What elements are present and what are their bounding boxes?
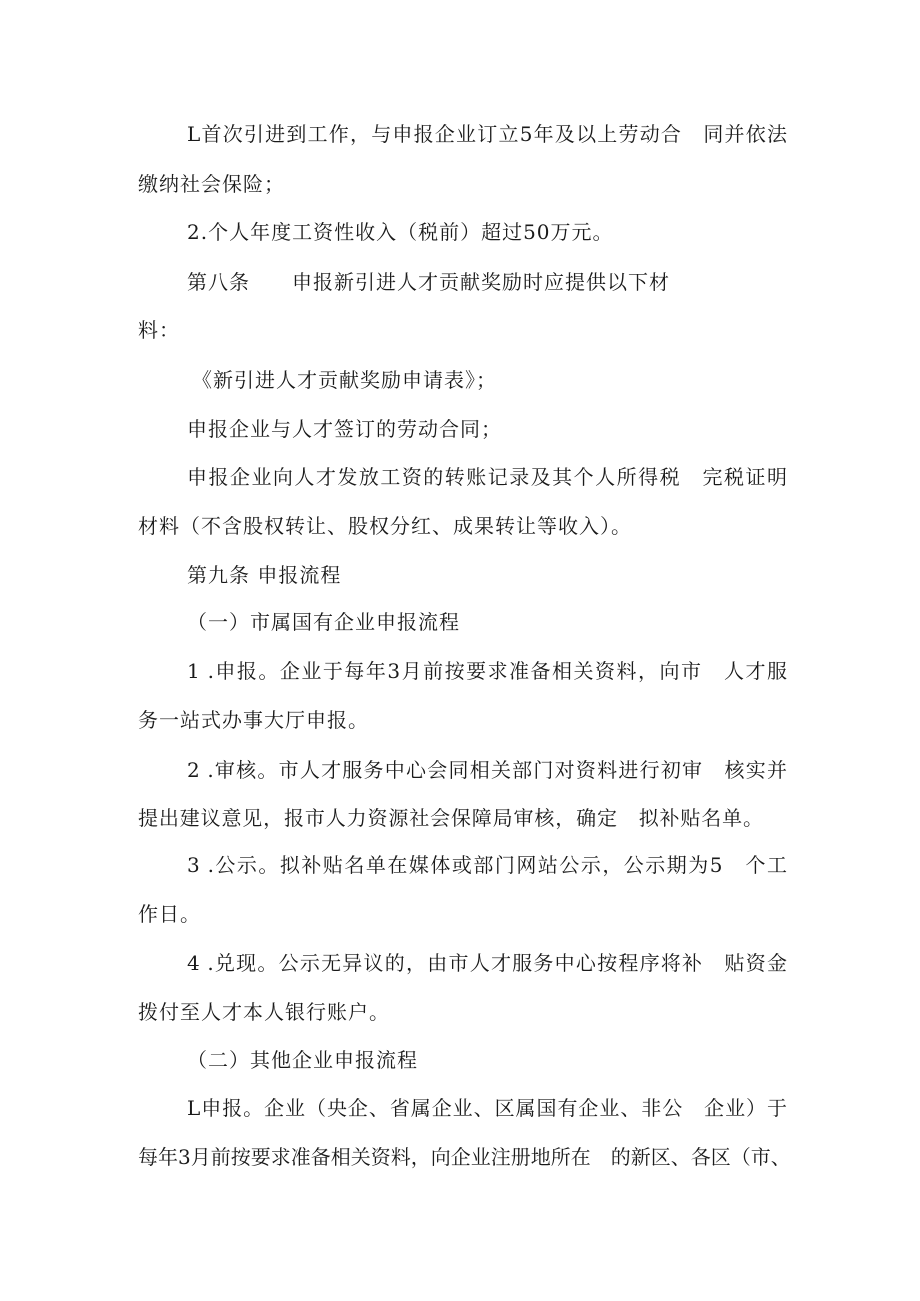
text-line: 《新引进人才贡献奖励申请表》； — [192, 368, 497, 392]
text-line: 申报企业向人才发放工资的转账记录及其个人所得税 完税证明 — [187, 465, 787, 489]
text-line: L首次引进到工作，与申报企业订立5年及以上劳动合 同并依法 — [187, 122, 787, 146]
text-line: L申报。企业（央企、省属企业、区属国有企业、非公 企业）于 — [187, 1096, 787, 1120]
text-line: 每年3月前按要求准备相关资料，向企业注册地所在 的新区、各区（市、 — [138, 1145, 791, 1169]
text-line: 4 .兑现。公示无异议的，由市人才服务中心按程序将补 贴资金 — [187, 951, 787, 975]
text-line: 拨付至人才本人银行账户。 — [138, 1000, 390, 1024]
text-line: 3 .公示。拟补贴名单在媒体或部门网站公示，公示期为5 个工 — [187, 853, 787, 877]
text-line: 提出建议意见，报市人力资源社会保障局审核，确定 拟补贴名单。 — [138, 806, 763, 830]
text-line: （二）其他企业申报流程 — [187, 1048, 418, 1072]
text-line: 1 .申报。企业于每年3月前按要求准备相关资料，向市 人才服 — [187, 659, 787, 683]
text-line: 料： — [138, 318, 180, 342]
text-line: 务一站式办事大厅申报。 — [138, 708, 369, 732]
text-line: （一）市属国有企业申报流程 — [187, 610, 460, 634]
text-line: 申报企业与人才签订的劳动合同； — [187, 417, 502, 441]
text-line: 2 .审核。市人才服务中心会同相关部门对资料进行初审 核实并 — [187, 758, 787, 782]
text-line: 2.个人年度工资性收入（税前）超过50万元。 — [187, 220, 614, 244]
text-line: 作日。 — [138, 902, 201, 926]
text-line: 缴纳社会保险； — [138, 172, 285, 196]
text-line: 材料（不含股权转让、股权分红、成果转让等收入）。 — [138, 514, 632, 538]
text-line: 第九条 申报流程 — [187, 563, 342, 587]
text-line: 第八条 申报新引进人才贡献奖励时应提供以下材 — [187, 270, 670, 294]
